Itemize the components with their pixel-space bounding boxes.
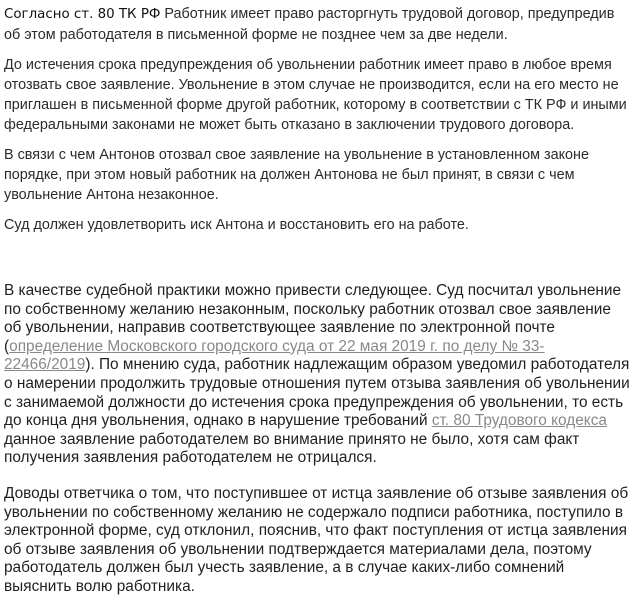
paragraph-judicial-practice [4,282,630,468]
article-reference: Согласно ст. 80 ТК РФ [4,7,161,22]
paragraph-text: данное заявление работодателем во внимание принято не было, хотя сам факт получения заявления работодателем не отрицался. [4,430,580,467]
paragraph-article-80 [4,4,630,45]
answer-section [4,4,630,245]
paragraph-withdrawal-rule: До истечения срока предупреждения об увольнении работник имеет право в любое время отозвать свое заявление. Увольнение в этом случае не производится, если на его место не приглашен в письменной форме другой работник, которому в соответствии с ТК РФ и иными федеральными законами не может быть отказано в заключении трудового договора. [4,57,627,133]
paragraph-text: ). По мнению суда, работник надлежащим образом уведомил работодателя о намерении продолжить трудовые отношения путем отзыва заявления об увольнении с занимаемой должности до истечения срока предупреждения об увольнении, то есть до конца дня увольнения, однако в нарушение требований [4,356,630,430]
judicial-practice-section [4,282,630,614]
labor-code-article-link[interactable]: ст. 80 Трудового кодекса [431,412,607,430]
paragraph-text: Работник имеет право расторгнуть трудовой договор, предупредив об этом работодателя в письменной форме не позднее чем за две недели. [4,6,615,43]
paragraph-conclusion: Суд должен удовлетворить иск Антона и восстановить его на работе. [4,217,469,233]
court-ruling-link[interactable]: определение Московского городского суда от 22 мая 2019 г. по делу № 33-22466/2019 [4,337,545,374]
paragraph-text: В качестве судебной практики можно привести следующее. Суд посчитал увольнение по собственному желанию незаконным, поскольку работник отозвал свое заявление об увольнении, направив соответствующее заявление по электронной почте ( [4,282,622,355]
paragraph-defendant-arguments: Доводы ответчика о том, что поступившее от истца заявление об отзыве заявления об увольнении по собственному желанию не содержало подписи работника, поступило в электронной форме, суд отклонил, пояснив, что факт поступления от истца заявления об отзыве заявления об увольнении подтверждается материалами дела, поэтому работодатель должен был учесть заявление, а в случае каких-либо сомнений выяснить волю работника. [4,484,629,595]
paragraph-case-analysis: В связи с чем Антонов отозвал свое заявление на увольнение в установленном законе порядке, при этом новый работник на должен Антонова не был принят, в связи с чем увольнение Антона незаконное. [4,147,589,203]
